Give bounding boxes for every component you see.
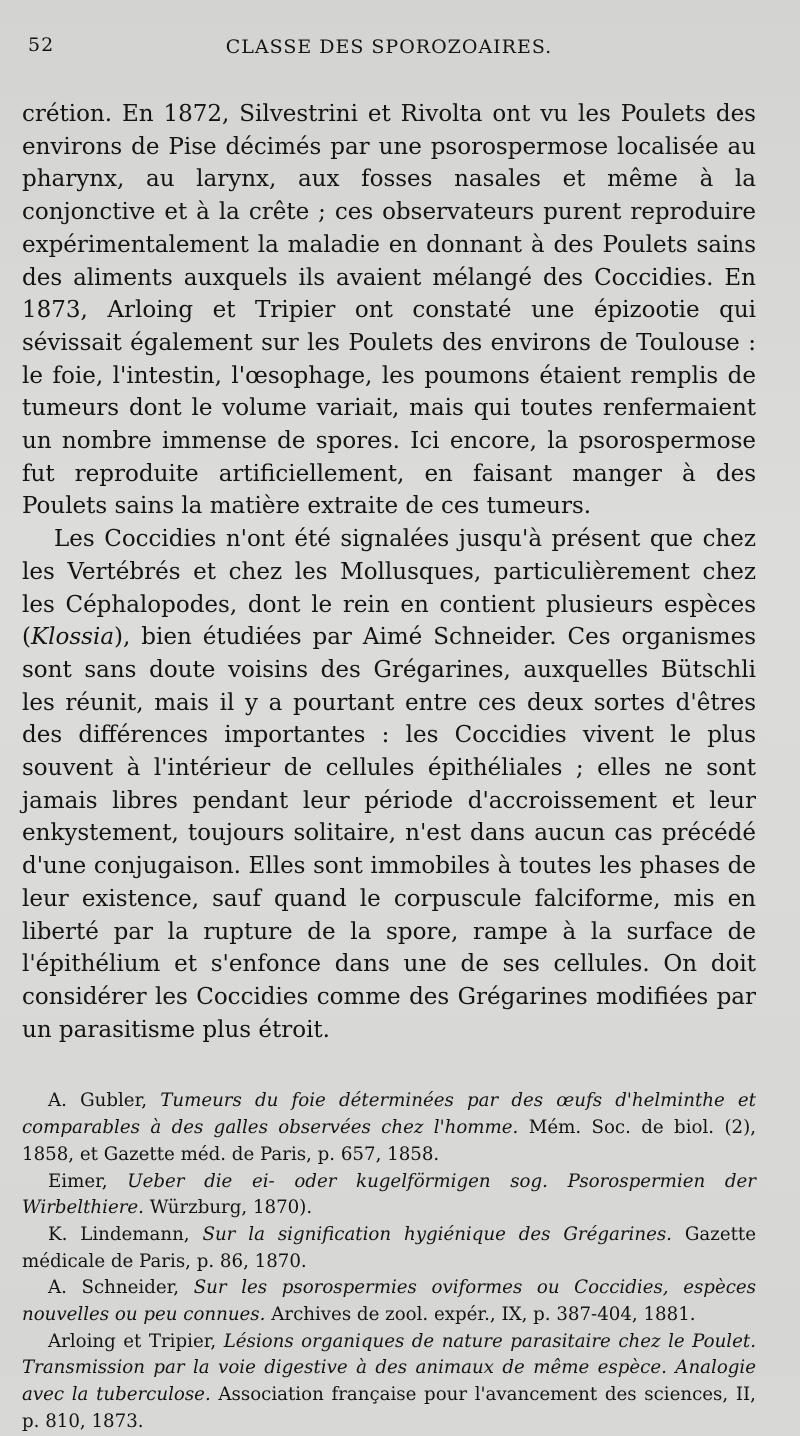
reference-author: K. Lindemann,: [48, 1223, 190, 1245]
reference-item: [22, 1169, 756, 1222]
page-number: 52: [28, 34, 55, 56]
reference-item: [22, 1275, 756, 1328]
reference-title: Tumeurs du foie déterminées par des œufs d'helminthe et comparables à des galles observées chez l'homme.: [22, 1090, 756, 1139]
reference-title: Lésions organiques de nature parasitaire chez le Poulet. Transmission par la voie digestive à des animaux de même espèce. Analogie avec la tuberculose.: [22, 1330, 756, 1406]
paragraph-2-italic: Klossia: [30, 624, 115, 651]
reference-item: [22, 1088, 756, 1168]
paragraph-2-end: ), bien étudiées par Aimé Schneider. Ces organismes sont sans doute voisins des Grégarines, auxquelles Bütschli les réunit, mais il y a pourtant entre ces deux sortes d'êtres des différences importantes : les Coccidies vivent le plus souvent à l'intérieur de cellules épithéliales ; elles ne sont jamais libres pendant leur période d'accroissement et leur enkystement, toujours solitaire, n'est dans aucun cas précédé d'une conjugaison. Elles sont immobiles à toutes les phases de leur existence, sauf quand le corpuscule falciforme, mis en liberté par la rupture de la spore, rampe à la surface de l'épithélium et s'enfonce dans une de ses cellules. On doit considérer les Coccidies comme des Grégarines modifiées par un parasitisme plus étroit.: [22, 624, 756, 1043]
reference-title: Sur la signification hygiénique des Grégarines.: [202, 1223, 672, 1245]
reference-author: A. Gubler,: [48, 1090, 148, 1112]
reference-details: Association française pour l'avancement des sciences, II, p. 810, 1873.: [22, 1384, 756, 1432]
reference-item: [22, 1329, 756, 1436]
reference-details: Mém. Soc. de biol. (2), 1858, et Gazette méd. de Paris, p. 657, 1858.: [22, 1117, 756, 1165]
reference-details: Gazette médicale de Paris, p. 86, 1870.: [22, 1223, 756, 1272]
paragraph-2: [22, 523, 756, 1046]
reference-author: A. Schneider,: [48, 1277, 180, 1299]
reference-title: Ueber die ei- oder kugelförmigen sog. Psorospermien der Wirbelthiere.: [22, 1170, 756, 1219]
reference-author: Eimer,: [48, 1170, 108, 1192]
running-title: CLASSE DES SPOROZOAIRES.: [225, 36, 553, 58]
page-header: [22, 28, 756, 64]
references: [22, 1088, 756, 1435]
reference-details: Archives de zool. expér., IX, p. 387-404, 1881.: [271, 1304, 696, 1326]
paragraph-2-start: Les Coccidies n'ont été signalées jusqu'à présent que chez les Vertébrés et chez les Mollusques, particulièrement chez les Céphalopodes, dont le rein en contient plusieurs espèces (: [22, 526, 756, 651]
reference-author: Arloing et Tripier,: [48, 1330, 217, 1352]
paragraph-1: crétion. En 1872, Silvestrini et Rivolta ont vu les Poulets des environs de Pise décimés par une psorospermose localisée au pharynx, au larynx, aux fosses nasales et même à la conjonctive et à la crête ; ces observateurs purent reproduire expérimentalement la maladie en donnant à des Poulets sains des aliments auxquels ils avaient mélangé des Coccidies. En 1873, Arloing et Tripier ont constaté une épizootie qui sévissait également sur les Poulets des environs de Toulouse : le foie, l'intestin, l'œsophage, les poumons étaient remplis de tumeurs dont le volume variait, mais qui toutes renfermaient un nombre immense de spores. Ici encore, la psorospermose fut reproduite artificiellement, en faisant manger à des Poulets sains la matière extraite de ces tumeurs.: [22, 101, 756, 520]
reference-item: [22, 1222, 756, 1275]
reference-details: Würzburg, 1870).: [149, 1197, 313, 1219]
reference-title: Sur les psorospermies oviformes ou Coccidies, espèces nouvelles ou peu connues.: [22, 1277, 756, 1326]
main-text: [22, 98, 756, 1046]
